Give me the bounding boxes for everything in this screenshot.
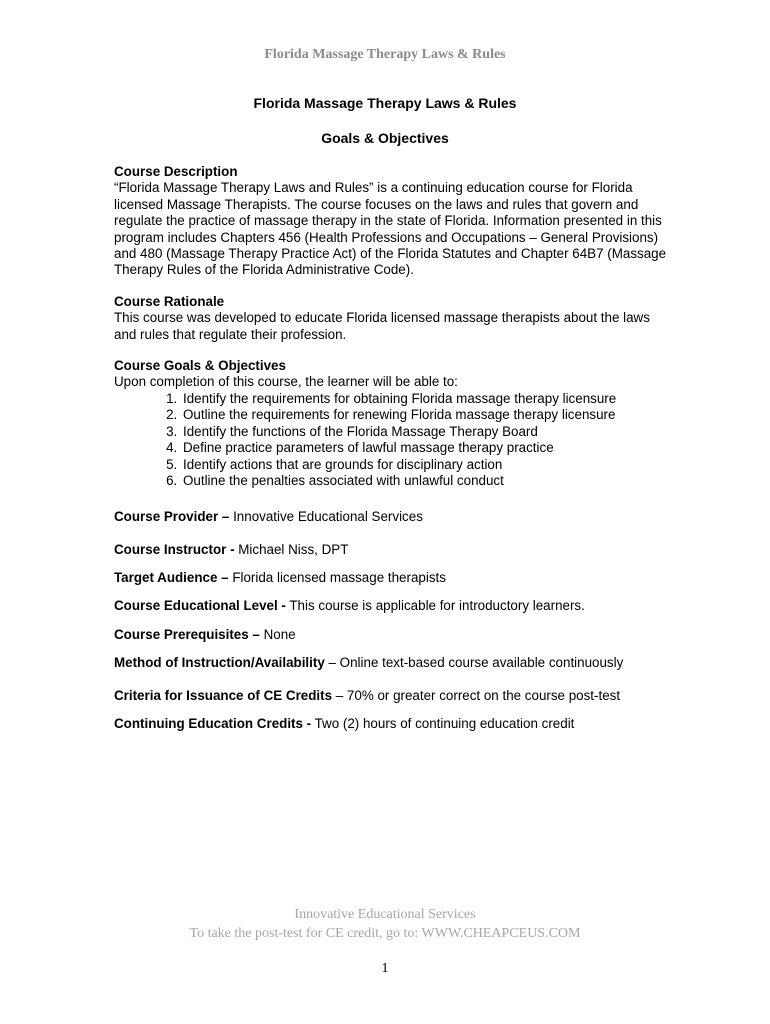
objective-item: 3. Identify the functions of the Florida Massage Therapy Board — [181, 424, 674, 440]
detail-label: Continuing Education Credits - — [114, 716, 312, 731]
course-description-section — [114, 164, 674, 279]
course-provider-line — [114, 509, 714, 525]
objective-item: 4. Define practice parameters of lawful massage therapy practice — [181, 440, 674, 456]
detail-label: Method of Instruction/Availability — [114, 655, 325, 670]
objective-item: 2. Outline the requirements for renewing Florida massage therapy licensure — [181, 407, 674, 423]
running-header: Florida Massage Therapy Laws & Rules — [264, 47, 506, 62]
footer-organization: Innovative Educational Services — [294, 907, 476, 922]
objective-item: 6. Outline the penalties associated with unlawful conduct — [181, 473, 674, 489]
footer-post-test-note: To take the post-test for CE credit, go to: WWW.CHEAPCEUS.COM — [189, 926, 581, 941]
target-audience-line — [114, 570, 714, 586]
detail-label: Course Provider – — [114, 509, 230, 524]
detail-label: Course Prerequisites – — [114, 627, 260, 642]
detail-label: Target Audience – — [114, 570, 229, 585]
course-rationale-section — [114, 294, 674, 343]
course-instructor-line — [114, 542, 714, 558]
method-of-instruction-line — [114, 655, 714, 671]
ce-criteria-line — [114, 688, 714, 704]
detail-value: Two (2) hours of continuing education credit — [311, 716, 575, 731]
detail-label: Course Educational Level - — [114, 598, 286, 613]
detail-value: Michael Niss, DPT — [234, 542, 349, 557]
objectives-list — [114, 391, 674, 489]
detail-value: None — [259, 627, 296, 642]
educational-level-line — [114, 598, 714, 614]
course-goals-heading: Course Goals & Objectives — [114, 358, 286, 374]
detail-label: Criteria for Issuance of CE Credits — [114, 688, 333, 703]
course-goals-intro: Upon completion of this course, the learner will be able to: — [114, 374, 458, 390]
course-description-text: “Florida Massage Therapy Laws and Rules” is a continuing education course for Florida licensed Massage Therapists. The course focuses on the laws and rules that govern and regulate the practice of massage therapy in the state of Florida. Information presented in this program includes Chapters 456 (Health Professions and Occupations – General Provisions) and 480 (Massage Therapy Practice Act) of the Florida Statutes and Chapter 64B7 (Massage Therapy Rules of the Florida Administrative Code). — [114, 180, 667, 278]
objective-item: 5. Identify actions that are grounds for disciplinary action — [181, 457, 674, 473]
detail-value: This course is applicable for introductory learners. — [285, 598, 585, 613]
detail-label: Course Instructor - — [114, 542, 235, 557]
document-body — [114, 164, 674, 504]
page-number: 1 — [381, 961, 389, 976]
course-description-heading: Course Description — [114, 164, 238, 179]
detail-value: – Online text-based course available continuously — [324, 655, 624, 670]
document-subtitle: Goals & Objectives — [321, 130, 449, 146]
detail-value: Innovative Educational Services — [229, 509, 423, 524]
document-title: Florida Massage Therapy Laws & Rules — [253, 95, 517, 111]
detail-value: – 70% or greater correct on the course post-test — [332, 688, 621, 703]
objective-item: 1. Identify the requirements for obtaining Florida massage therapy licensure — [181, 391, 674, 407]
course-goals-section — [114, 358, 674, 489]
prerequisites-line — [114, 627, 714, 643]
course-rationale-text: This course was developed to educate Florida licensed massage therapists about the laws and rules that regulate their profession. — [114, 310, 650, 342]
course-rationale-heading: Course Rationale — [114, 293, 225, 309]
detail-value: Florida licensed massage therapists — [228, 570, 446, 585]
ce-credits-line — [114, 716, 714, 732]
